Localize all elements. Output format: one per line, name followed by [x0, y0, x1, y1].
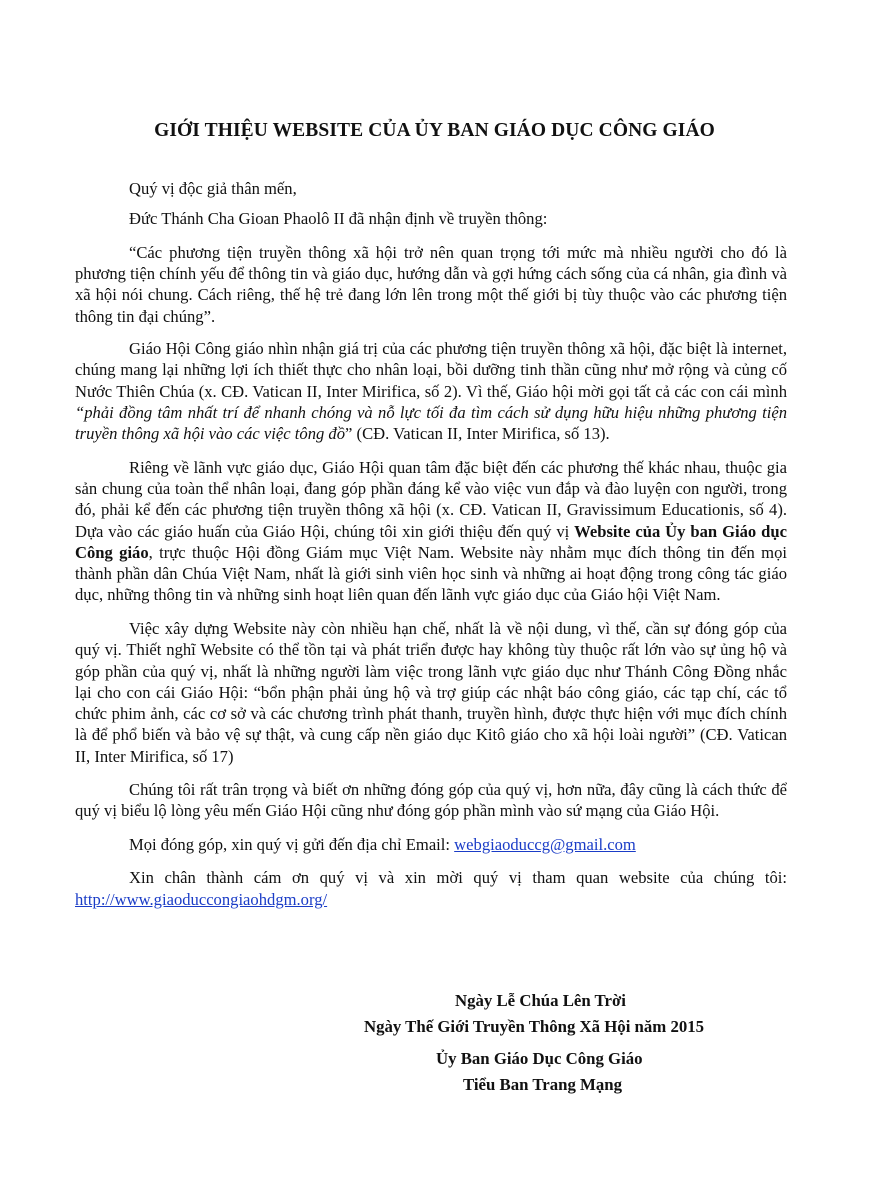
closing-text: Xin chân thành cám ơn quý vị và xin mời quý vị tham quan website của chúng tôi:	[129, 868, 787, 888]
signature-organization: Ủy Ban Giáo Dục Công Giáo	[436, 1049, 643, 1068]
paragraph-4: Chúng tôi rất trân trọng và biết ơn những đóng góp của quý vị, hơn nữa, đây cũng là cách thức để quý vị biểu lộ lòng yêu mến Giáo Hội cũng như đóng góp phần mình vào sứ mạng của Giáo Hội.	[75, 780, 787, 821]
signature-subcommittee: Tiểu Ban Trang Mạng	[463, 1075, 622, 1094]
greeting: Quý vị độc giả thân mến,	[129, 179, 297, 198]
letter-body	[75, 178, 787, 922]
email-link[interactable]: webgiaoduccg@gmail.com	[454, 834, 636, 854]
document-title: GIỚI THIỆU WEBSITE CỦA ỦY BAN GIÁO DỤC CÔNG GIÁO	[154, 120, 715, 141]
website-name: Website của Ủy ban Giáo dục Công giáo	[75, 521, 787, 562]
paragraph-2	[75, 457, 787, 606]
signature-occasion: Ngày Thế Giới Truyền Thông Xã Hội năm 2015	[364, 1017, 705, 1036]
signature-block	[0, 988, 869, 1098]
intro-paragraph: Đức Thánh Cha Gioan Phaolô II đã nhận định về truyền thông:	[129, 209, 548, 229]
paragraph-1-text: Giáo Hội Công giáo nhìn nhận giá trị của các phương tiện truyền thông xã hội, đặc biệt là internet, chúng mang lại những lợi ích thiết thực cho nhân loại, bồi dưỡng tinh thần cũng như mở rộng và củng cố Nước Thiên Chúa (x. CĐ. Vatican II, Inter Mirifica, số 2). Vì thế, Giáo hội mời gọi tất cả các con cái mình	[75, 338, 787, 401]
closing-paragraph	[75, 867, 787, 910]
website-link[interactable]: http://www.giaoduccongiaohdgm.org/	[75, 889, 328, 909]
signature-date: Ngày Lễ Chúa Lên Trời	[455, 991, 626, 1010]
paragraph-2-rest: , trực thuộc Hội đồng Giám mục Việt Nam. Website này nhằm mục đích thông tin đến mọi thành phần dân Chúa Việt Nam, nhất là giới sinh viên học sinh và những ai hoạt động trong công tác giáo dục, những thông tin và những sinh hoạt liên quan đến lãnh vực giáo dục của Giáo hội Việt Nam.	[75, 542, 787, 605]
paragraph-1-citation: ” (CĐ. Vatican II, Inter Mirifica, số 13).	[345, 424, 610, 444]
contact-label: Mọi đóng góp, xin quý vị gửi đến địa chỉ Email:	[129, 834, 455, 854]
paragraph-1-italic-quote: “phải đồng tâm nhất trí để nhanh chóng và nỗ lực tối đa tìm cách sử dụng hữu hiệu những phương tiện truyền thông xã hội vào các việc tông đồ	[75, 402, 787, 444]
contact-paragraph	[75, 834, 787, 855]
quote-paragraph: “Các phương tiện truyền thông xã hội trở nên quan trọng tới mức mà nhiều người cho đó là phương tiện chính yếu để thông tin và giáo dục, hướng dẫn và gợi hứng cách sống của cá nhân, gia đình và xã hội nói chung. Cách riêng, thế hệ trẻ đang lớn lên trong một thế giới bị tùy thuộc vào các phương tiện thông tin đại chúng”.	[75, 242, 787, 326]
paragraph-3: Việc xây dựng Website này còn nhiều hạn chế, nhất là về nội dung, vì thế, cần sự đóng góp của quý vị. Thiết nghĩ Website có thể tồn tại và phát triển được hay không tùy thuộc rất lớn vào sự ủng hộ và góp phần của quý vị, nhất là những người làm việc trong lãnh vực giáo dục như Thánh Công Đồng nhắc lại cho con cái Giáo Hội: “bổn phận phải ủng hộ và trợ giúp các nhật báo công giáo, các tạp chí, các tổ chức phim ảnh, các cơ sở và các chương trình phát thanh, truyền hình, được thực hiện với mục đích chính là để phổ biến và bảo vệ sự thật, và cung cấp nền giáo dục Kitô giáo cho xã hội loài người” (CĐ. Vatican II, Inter Mirifica, số 17)	[75, 618, 787, 766]
paragraph-2-text: Riêng về lãnh vực giáo dục, Giáo Hội quan tâm đặc biệt đến các phương thế khác nhau, thuộc gia sản chung của toàn thể nhân loại, đang góp phần đáng kể vào việc vun đắp và đào luyện con người, trong đó, phải kể đến các phương tiện truyền thông xã hội (x. CĐ. Vatican II, Gravissimum Educationis, số 4). Dựa vào các giáo huấn của Giáo Hội, chúng tôi xin giới thiệu đến quý vị	[75, 457, 787, 541]
paragraph-1	[75, 338, 787, 444]
